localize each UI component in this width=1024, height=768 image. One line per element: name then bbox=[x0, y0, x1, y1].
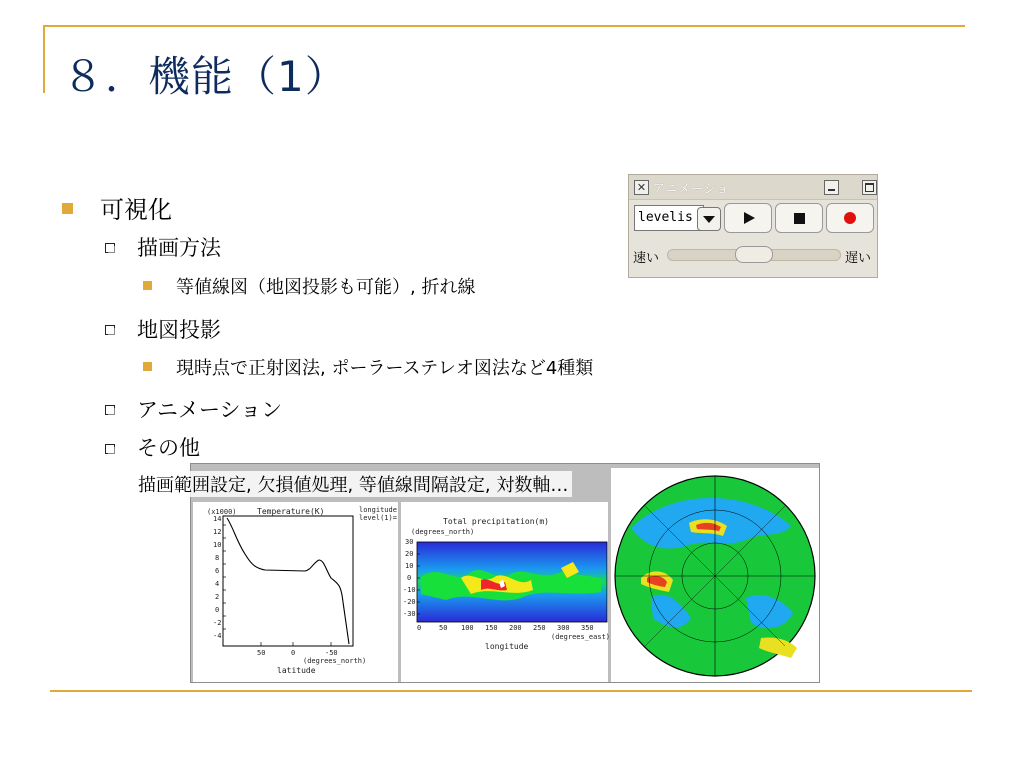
x-tick: 50 bbox=[257, 649, 266, 657]
speed-slow-label: 速い bbox=[633, 251, 660, 266]
maximize-icon[interactable] bbox=[862, 180, 877, 195]
bullet-square-small bbox=[143, 281, 152, 290]
y-tick: -4 bbox=[213, 632, 222, 640]
bullet-visualization: 可視化 bbox=[100, 196, 172, 224]
y-tick: -30 bbox=[403, 610, 416, 618]
polar-stereo-map bbox=[611, 468, 819, 682]
x-tick: 300 bbox=[557, 624, 570, 632]
speed-fast-label: 遅い bbox=[845, 251, 872, 266]
temperature-plot bbox=[193, 502, 398, 682]
polar-map-panel bbox=[611, 468, 819, 682]
y-tick: 10 bbox=[213, 541, 222, 549]
temperature-title: Temperature(K) bbox=[257, 507, 325, 516]
bullet-projection-detail: 現時点で正射図法, ポーラーステレオ図法など4種類 bbox=[176, 358, 594, 379]
temperature-plot-panel bbox=[193, 502, 398, 682]
play-button[interactable] bbox=[724, 203, 772, 233]
minimize-icon[interactable] bbox=[824, 180, 839, 195]
x-tick: -50 bbox=[325, 649, 338, 657]
slide-title: ８．機能（1） bbox=[62, 52, 348, 101]
y-tick: 8 bbox=[215, 554, 220, 562]
y-tick: 6 bbox=[215, 567, 220, 575]
precipitation-title: Total precipitation(m) bbox=[443, 517, 549, 526]
x-tick: 250 bbox=[533, 624, 546, 632]
bullet-drawing: 描画方法 bbox=[137, 236, 221, 260]
x-unit: (degrees_east) bbox=[551, 633, 611, 641]
bullet-square-small bbox=[143, 362, 152, 371]
y-tick: 2 bbox=[215, 593, 220, 601]
hollow-bullet bbox=[105, 325, 115, 335]
x-tick: 350 bbox=[581, 624, 594, 632]
bullet-square bbox=[62, 203, 73, 214]
variable-select[interactable]: levelis bbox=[634, 205, 704, 231]
animation-window-title: アニメーショ bbox=[652, 182, 729, 197]
x-tick: 50 bbox=[439, 624, 448, 632]
bullet-drawing-detail: 等値線図（地図投影も可能）, 折れ線 bbox=[176, 277, 476, 298]
y-tick: 0 bbox=[215, 606, 220, 614]
precipitation-plot-panel bbox=[401, 502, 611, 682]
x-tick: 200 bbox=[509, 624, 522, 632]
x-axis-label: longitude bbox=[485, 642, 529, 651]
bottom-rule bbox=[50, 690, 972, 692]
y-tick: 0 bbox=[407, 574, 412, 582]
x-tick: 0 bbox=[291, 649, 296, 657]
x-tick: 0 bbox=[417, 624, 422, 632]
left-rule bbox=[43, 25, 45, 93]
y-tick: 30 bbox=[405, 538, 414, 546]
y-unit: (degrees_north) bbox=[411, 528, 475, 536]
animation-control-window bbox=[628, 174, 878, 278]
y-tick: -2 bbox=[213, 619, 222, 627]
y-tick: 20 bbox=[405, 550, 414, 558]
bullet-other-detail: 描画範囲設定, 欠損値処理, 等値線間隔設定, 対数軸… bbox=[138, 471, 572, 497]
hollow-bullet bbox=[105, 405, 115, 415]
y-tick: 14 bbox=[213, 515, 222, 523]
y-tick: 4 bbox=[215, 580, 220, 588]
hollow-bullet bbox=[105, 444, 115, 454]
y-tick: 12 bbox=[213, 528, 222, 536]
y-tick: -10 bbox=[403, 586, 416, 594]
temperature-legend: longitude level(1)= bbox=[359, 506, 397, 522]
bullet-projection: 地図投影 bbox=[137, 318, 221, 342]
temperature-scale: (x1000) bbox=[207, 508, 237, 516]
stop-button[interactable] bbox=[775, 203, 823, 233]
bullet-animation: アニメーション bbox=[137, 398, 283, 422]
x-axis-label: latitude bbox=[277, 666, 316, 675]
top-rule bbox=[43, 25, 965, 27]
bullet-other: その他 bbox=[137, 436, 200, 460]
x-tick: 150 bbox=[485, 624, 498, 632]
animation-window-titlebar bbox=[629, 175, 877, 200]
speed-slider-handle[interactable] bbox=[735, 246, 773, 263]
hollow-bullet bbox=[105, 243, 115, 253]
chevron-down-icon[interactable] bbox=[697, 207, 721, 231]
x-tick: 100 bbox=[461, 624, 474, 632]
record-button[interactable] bbox=[826, 203, 874, 233]
y-tick: -20 bbox=[403, 598, 416, 606]
y-tick: 10 bbox=[405, 562, 414, 570]
x-unit: (degrees_north) bbox=[303, 657, 367, 665]
close-icon[interactable]: ✕ bbox=[634, 180, 649, 195]
